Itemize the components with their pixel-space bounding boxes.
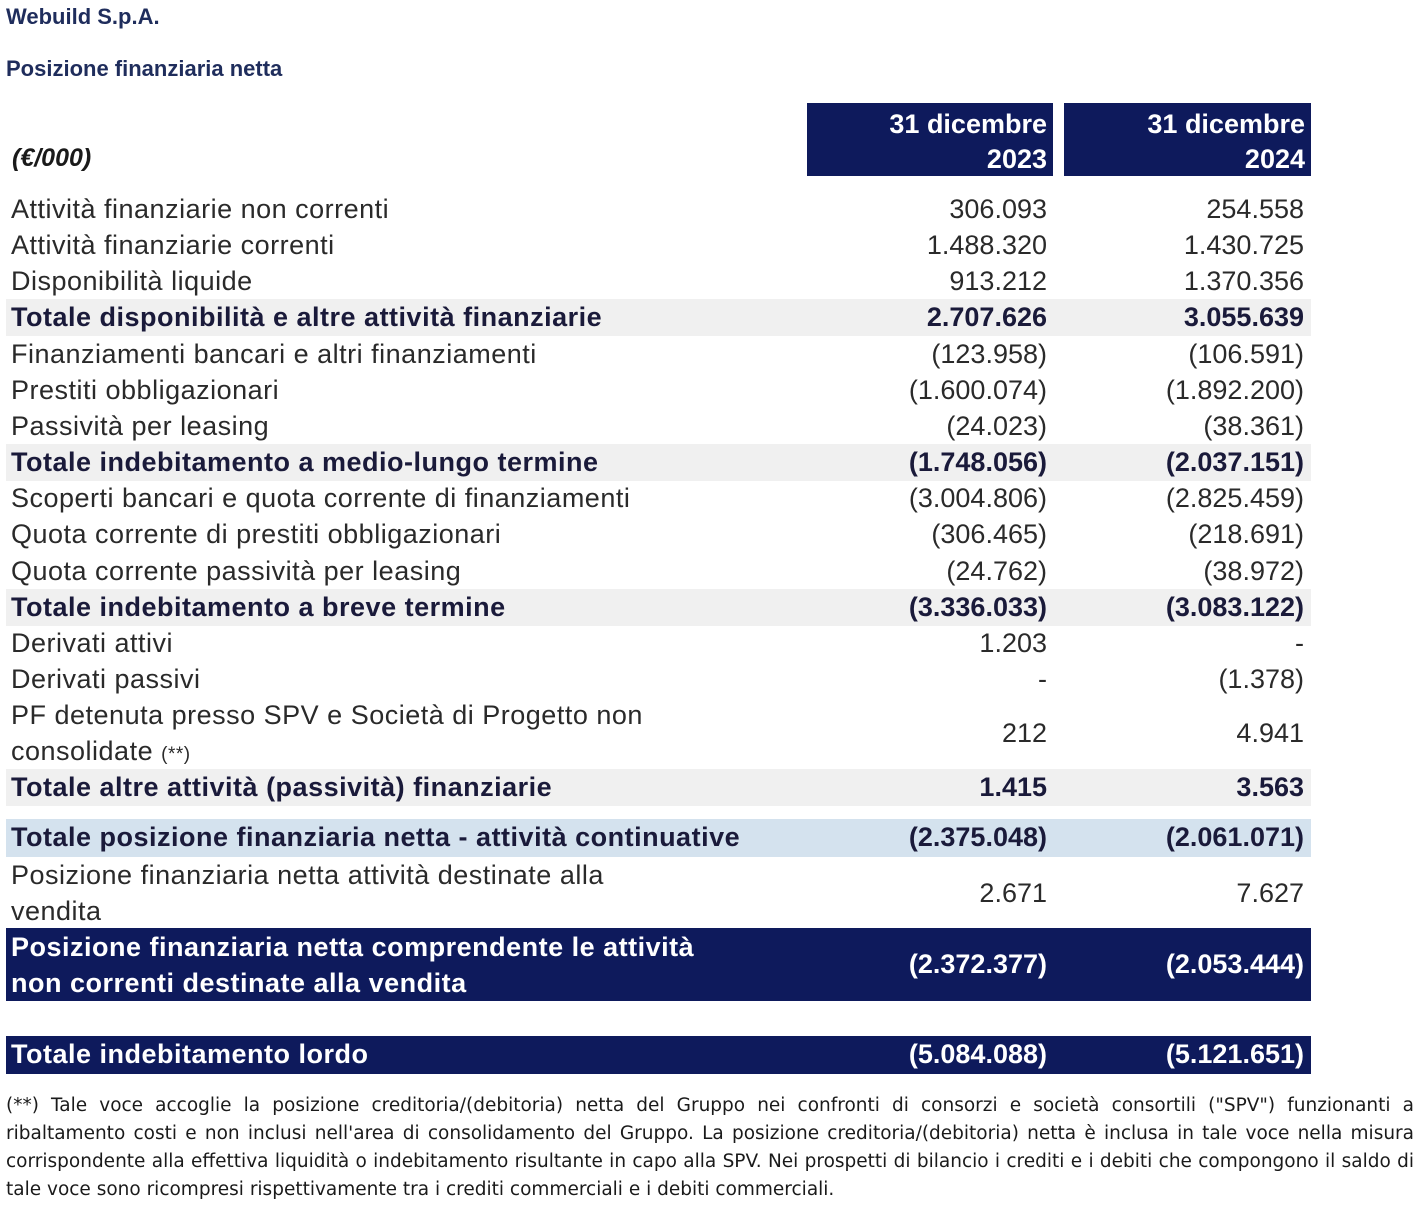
row-label: Derivati attivi (11, 628, 174, 658)
value-2024: (106.591) (1188, 339, 1304, 369)
value-2023: (306.465) (931, 519, 1047, 549)
row-label (11, 857, 751, 929)
value-2024: (218.691) (1188, 519, 1304, 549)
value-2023: (24.762) (946, 556, 1047, 586)
value-2023: (2.372.377) (908, 949, 1047, 979)
value-2023: (2.375.048) (908, 822, 1047, 852)
row-label: Totale posizione finanziaria netta - attività continuative (11, 822, 741, 852)
table-row (6, 191, 1311, 227)
value-2023: 2.707.626 (926, 302, 1047, 332)
row-label (11, 929, 751, 1001)
value-2023: 306.093 (949, 194, 1047, 224)
value-2024: (2.825.459) (1165, 483, 1304, 513)
row-label: Attività finanziarie correnti (11, 230, 335, 260)
column-header-2024-line1: 31 dicembre (1147, 109, 1305, 139)
row-label: Totale indebitamento lordo (11, 1039, 369, 1069)
total-row (6, 299, 1311, 336)
value-2024: (38.361) (1203, 411, 1304, 441)
table-row (6, 480, 1311, 516)
row-label (11, 697, 751, 773)
row-label-line2: vendita (11, 896, 102, 926)
value-2024: 254.558 (1206, 194, 1304, 224)
table-row (6, 516, 1311, 552)
row-label-line1: Posizione finanziaria netta comprendente le attività (11, 932, 695, 962)
value-2024: 7.627 (1236, 878, 1304, 908)
grand-total-row (6, 928, 1311, 1001)
total-row (6, 444, 1311, 481)
value-2024: - (1295, 628, 1304, 658)
value-2024: 3.055.639 (1183, 302, 1304, 332)
value-2023: (1.600.074) (908, 375, 1047, 405)
row-label: Attività finanziarie non correnti (11, 194, 390, 224)
table-row (6, 661, 1311, 697)
table-row (6, 625, 1311, 661)
highlight-total-row (6, 819, 1311, 857)
value-2024: (2.053.444) (1165, 949, 1304, 979)
table-row (6, 553, 1311, 589)
row-label-line2: consolidate (11, 736, 154, 766)
value-2024: (2.061.071) (1165, 822, 1304, 852)
value-2024: (2.037.151) (1165, 447, 1304, 477)
row-label: Passività per leasing (11, 411, 270, 441)
column-header-2023-line2: 2023 (986, 144, 1047, 174)
footnote: (**) Tale voce accoglie la posizione creditoria/(debitoria) netta del Gruppo nei confronti di consorzi e società consortili ("SPV") funzionanti a ribaltamento costi e non inclusi nell'area di consolidamento del Gruppo. La posizione creditoria/(debitoria) netta è inclusa in tale voce nella misura corrispondente alla effettiva liquidità o indebitamento risultante in capo alla SPV. Nei prospetti di bilancio i crediti e i debiti che compongono il saldo di tale voce sono ricompresi rispettivamente tra i crediti commerciali e i debiti commerciali. (6, 1095, 1414, 1200)
row-label: Derivati passivi (11, 664, 201, 694)
value-2023: (123.958) (931, 339, 1047, 369)
table-row (6, 336, 1311, 372)
value-2023: 1.203 (979, 628, 1047, 658)
value-2023: 913.212 (949, 266, 1047, 296)
table-row (6, 408, 1311, 444)
footnote-reference: (**) (161, 744, 191, 765)
total-row (6, 589, 1311, 626)
row-label: Finanziamenti bancari e altri finanziamenti (11, 339, 537, 369)
row-label: Totale indebitamento a breve termine (11, 592, 506, 622)
table-row (6, 697, 1311, 769)
value-2023: 212 (1001, 718, 1047, 748)
value-2023: 1.488.320 (926, 230, 1047, 260)
value-2024: (38.972) (1203, 556, 1304, 586)
value-2023: 1.415 (979, 772, 1047, 802)
value-2023: - (1038, 664, 1047, 694)
table-row (6, 227, 1311, 263)
value-2024: (1.378) (1218, 664, 1304, 694)
value-2023: (3.336.033) (908, 592, 1047, 622)
value-2024: (1.892.200) (1165, 375, 1304, 405)
row-label: Quota corrente di prestiti obbligazionari (11, 519, 502, 549)
value-2023: (5.084.088) (908, 1039, 1047, 1069)
column-header-2023-line1: 31 dicembre (889, 109, 1047, 139)
value-2024: 1.430.725 (1183, 230, 1304, 260)
report-title: Posizione finanziaria netta (6, 56, 283, 81)
column-header-2024 (1064, 103, 1311, 176)
value-2023: (24.023) (946, 411, 1047, 441)
value-2023: (3.004.806) (908, 483, 1047, 513)
row-label-line2: non correnti destinate alla vendita (11, 968, 467, 998)
row-label: Totale disponibilità e altre attività finanziarie (11, 302, 603, 332)
column-header-2023 (807, 103, 1053, 176)
row-label: Totale altre attività (passività) finanziarie (11, 772, 553, 802)
row-label: Quota corrente passività per leasing (11, 556, 462, 586)
value-2023: (1.748.056) (908, 447, 1047, 477)
value-2024: 3.563 (1236, 772, 1304, 802)
company-name: Webuild S.p.A. (6, 4, 160, 29)
row-label-line1: PF detenuta presso SPV e Società di Progetto non (11, 700, 643, 730)
unit-label: (€/000) (12, 144, 92, 172)
row-label: Prestiti obbligazionari (11, 375, 280, 405)
row-label: Scoperti bancari e quota corrente di finanziamenti (11, 483, 631, 513)
column-header-2024-line2: 2024 (1244, 144, 1305, 174)
table-row (6, 372, 1311, 408)
value-2024: 1.370.356 (1183, 266, 1304, 296)
row-label: Disponibilità liquide (11, 266, 253, 296)
value-2024: (3.083.122) (1165, 592, 1304, 622)
row-label-line1: Posizione finanziaria netta attività destinate alla (11, 860, 604, 890)
value-2023: 2.671 (979, 878, 1047, 908)
row-label: Totale indebitamento a medio-lungo termine (11, 447, 599, 477)
gross-debt-row (6, 1036, 1311, 1074)
value-2024: (5.121.651) (1165, 1039, 1304, 1069)
total-row (6, 769, 1311, 806)
value-2024: 4.941 (1236, 718, 1304, 748)
table-row (6, 263, 1311, 299)
table-row (6, 857, 1311, 927)
